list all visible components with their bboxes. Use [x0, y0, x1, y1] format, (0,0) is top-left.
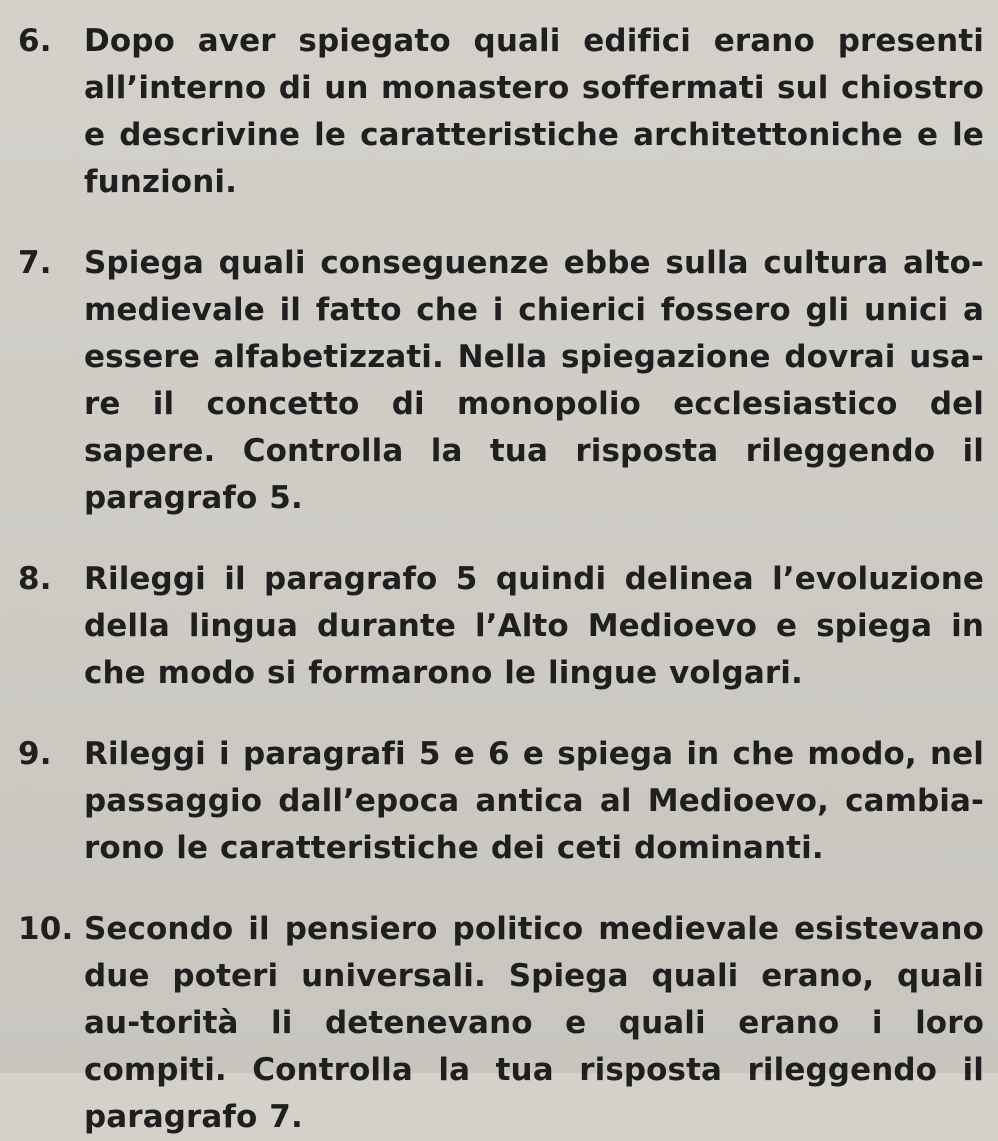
- exercise-text: Spiega quali conseguenze ebbe sulla cultura alto-medievale il fatto che i chierici fossero gli unici a essere alfabetizzati. Nella spiegazione dovrai usa-re il concetto di monopolio ecclesiastico del sapere. Controlla la tua risposta rileggendo il paragrafo 5.: [84, 245, 984, 516]
- exercise-number: 10.: [18, 911, 74, 947]
- exercise-text: Dopo aver spiegato quali edifici erano presenti all’interno di un monastero soffermati sul chiostro e descrivine le caratteristiche architettoniche e le funzioni.: [84, 23, 984, 200]
- exercise-list: [18, 18, 988, 1141]
- exercise-number: 9.: [18, 736, 52, 772]
- exercise-item: [18, 240, 988, 522]
- exercise-number: 6.: [18, 23, 52, 59]
- exercise-item: [18, 18, 988, 206]
- exercise-text: Rileggi il paragrafo 5 quindi delinea l’evoluzione della lingua durante l’Alto Medioevo e spiega in che modo si formarono le lingue volgari.: [84, 561, 984, 691]
- exercise-item: [18, 556, 988, 697]
- exercise-text: Secondo il pensiero politico medievale esistevano due poteri universali. Spiega quali erano, quali au-torità li detenevano e quali erano i loro compiti. Controlla la tua risposta rileggendo il paragrafo 7.: [84, 911, 984, 1135]
- exercise-number: 8.: [18, 561, 52, 597]
- exercise-item: [18, 906, 988, 1141]
- exercise-text: Rileggi i paragrafi 5 e 6 e spiega in che modo, nel passaggio dall’epoca antica al Medioevo, cambia-rono le caratteristiche dei ceti dominanti.: [84, 736, 984, 866]
- exercise-item: [18, 731, 988, 872]
- exercise-number: 7.: [18, 245, 52, 281]
